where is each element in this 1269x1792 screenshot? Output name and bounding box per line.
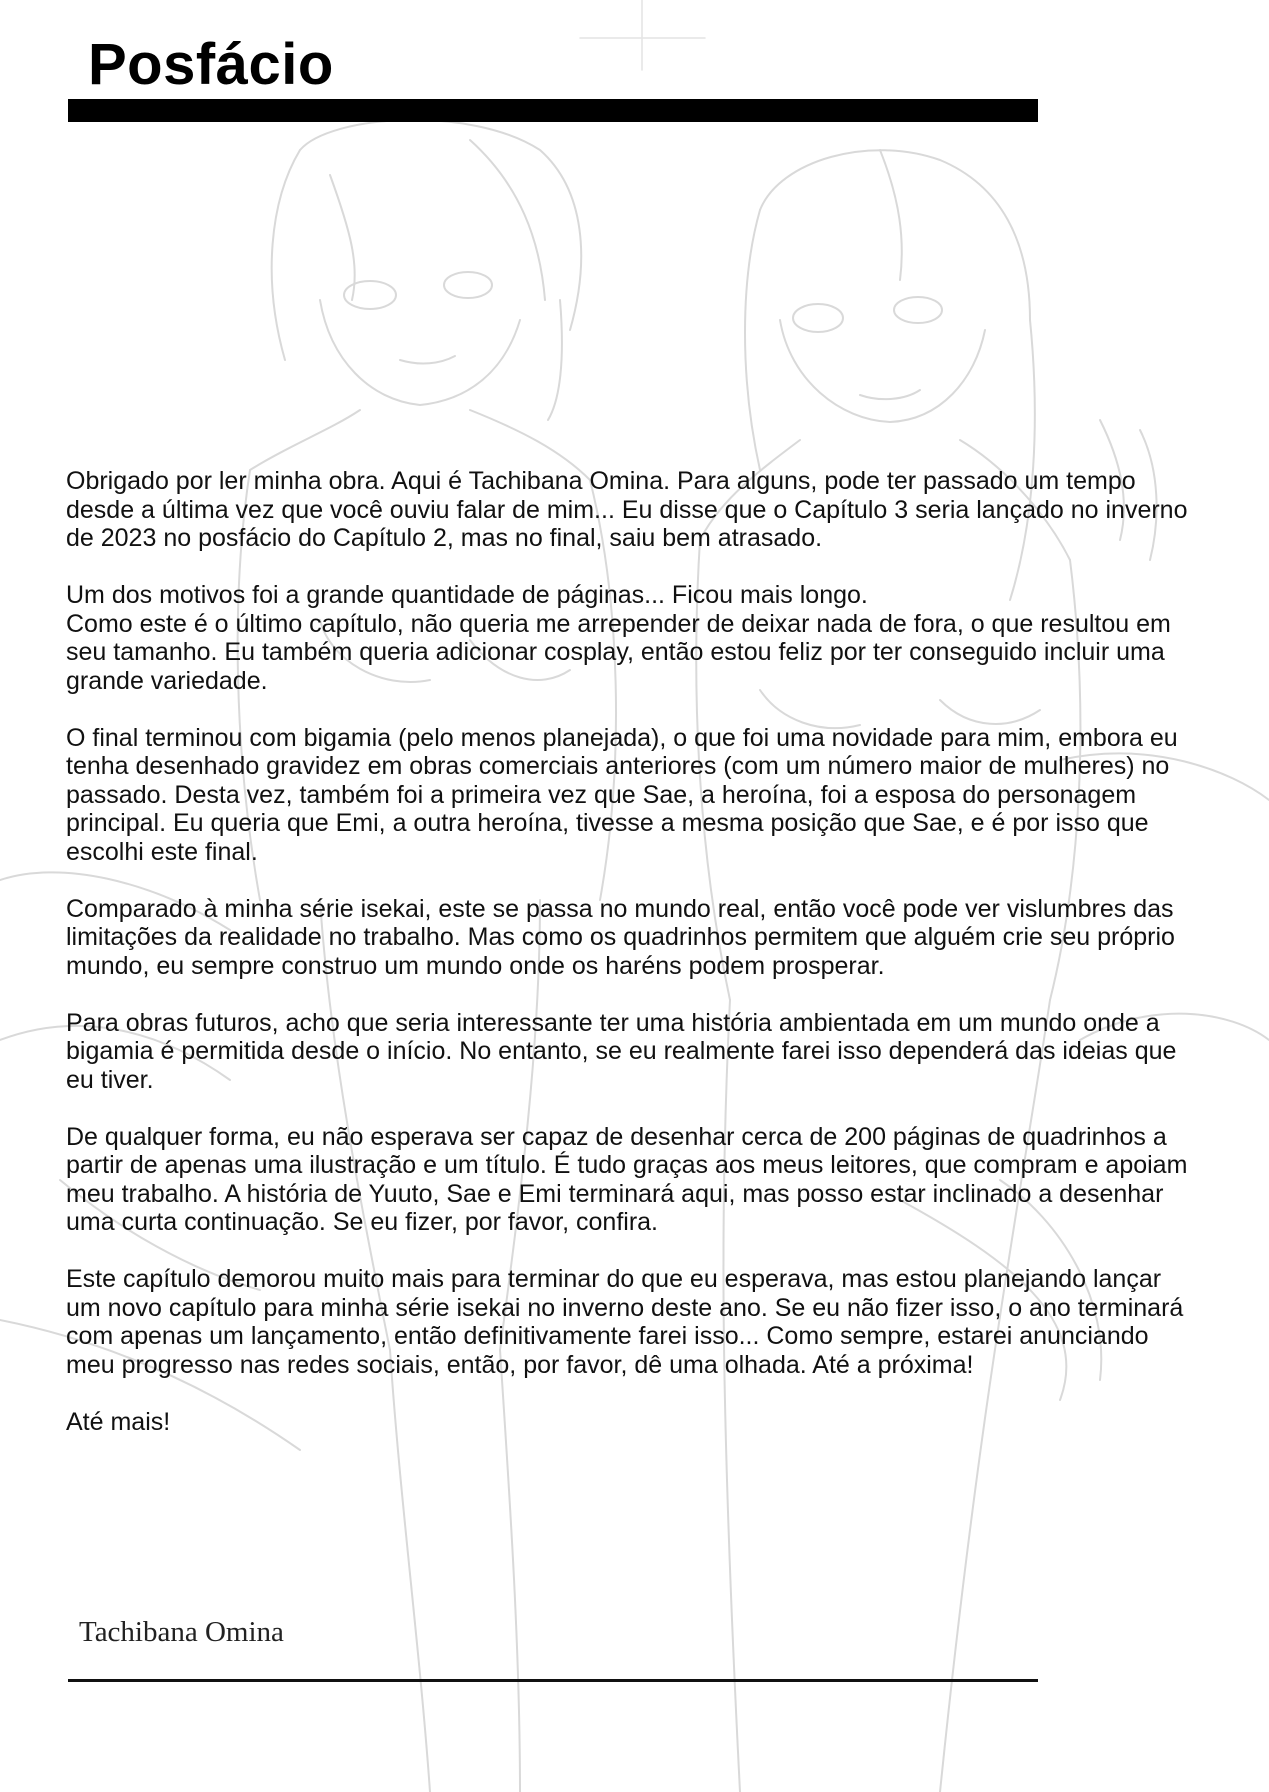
title-underline-bar (68, 99, 1038, 122)
author-signature: Tachibana Omina (79, 1616, 284, 1648)
paragraph: Um dos motivos foi a grande quantidade de páginas... Ficou mais longo. Como este é o último capítulo, não queria me arrepender de deixar nada de fora, o que resultou em seu tamanho. Eu também queria adicionar cosplay, então estou feliz por ter conseguido incluir uma grande variedade. (66, 581, 1171, 695)
paragraph: Obrigado por ler minha obra. Aqui é Tachibana Omina. Para alguns, pode ter passado um tempo desde a última vez que você ouviu falar de mim... Eu disse que o Capítulo 3 seria lançado no inverno de 2023 no posfácio do Capítulo 2, mas no final, saiu bem atrasado. (66, 467, 1188, 552)
page-title: Posfácio (88, 32, 334, 97)
signature-line (68, 1679, 1038, 1682)
paragraph: Este capítulo demorou muito mais para terminar do que eu esperava, mas estou planejando lançar um novo capítulo para minha série isekai no inverno deste ano. Se eu não fizer isso, o ano terminará com apenas um lançamento, então definitivamente farei isso... Como sempre, estarei anunciando meu progresso nas redes sociais, então, por favor, dê uma olhada. Até a próxima! (66, 1265, 1184, 1379)
paragraph: Para obras futuros, acho que seria interessante ter uma história ambientada em um mundo onde a bigamia é permitida desde o início. No entanto, se eu realmente farei isso dependerá das ideias que eu tiver. (66, 1008, 1177, 1094)
paragraph: De qualquer forma, eu não esperava ser capaz de desenhar cerca de 200 páginas de quadrinhos a partir de apenas uma ilustração e um título. É tudo graças aos meus leitores, que compram e apoiam meu trabalho. A história de Yuuto, Sae e Emi terminará aqui, mas posso estar inclinado a desenhar uma curta continuação. Se eu fizer, por favor, confira. (66, 1122, 1188, 1236)
paragraph: Comparado à minha série isekai, este se passa no mundo real, então você pode ver vislumbres das limitações da realidade no trabalho. Mas como os quadrinhos permitem que alguém crie seu próprio mundo, eu sempre construo um mundo onde os haréns podem prosperar. (66, 894, 1175, 980)
closing-line: Até mais! (66, 1407, 171, 1436)
afterword-body (66, 467, 1196, 1465)
paragraph: O final terminou com bigamia (pelo menos planejada), o que foi uma novidade para mim, embora eu tenha desenhado gravidez em obras comerciais anteriores (com um número maior de mulheres) no passado. Desta vez, também foi a primeira vez que Sae, a heroína, foi a esposa do personagem principal. Eu queria que Emi, a outra heroína, tivesse a mesma posição que Sae, e é por isso que escolhi este final. (66, 723, 1178, 866)
